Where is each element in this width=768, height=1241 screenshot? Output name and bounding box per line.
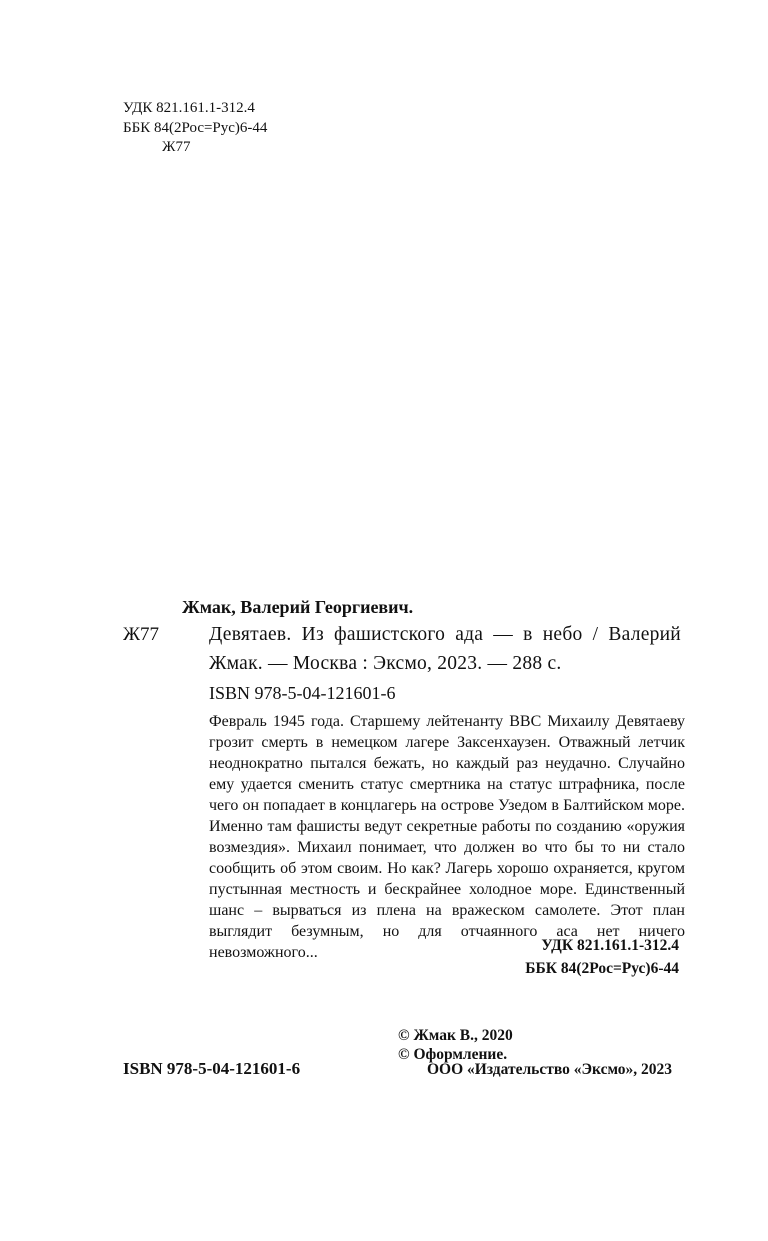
record-isbn: ISBN 978-5-04-121601-6	[209, 683, 396, 703]
record-udk: УДК 821.161.1-312.4	[541, 937, 679, 954]
footer-isbn: ISBN 978-5-04-121601-6	[123, 1059, 301, 1078]
header-author-code: Ж77	[162, 139, 191, 155]
record-bbk: ББК 84(2Рос=Рус)6-44	[525, 960, 679, 977]
annotation-text: Февраль 1945 года. Старшему лейтенанту ВВС Михаилу Девятаеву грозит смерть в немецком лагере Заксенхаузен. Отважный летчик неоднократно пытался бежать, но каждый раз неудачно. Случайно ему удается сменить статус смертника на статус штрафника, после чего он попадает в концлагерь на острове Узедом в Балтийском море. Именно там фашисты ведут секретные работы по созданию «оружия возмездия». Михаил понимает, что должен во что бы то ни стало сообщить об этом своим. Но как? Лагерь хорошо охраняется, кругом пустынная местность и бескрайнее холодное море. Единственный шанс – вырваться из плена на вражеском самолете. Этот план выглядит безумным, но для отчаянного аса нет ничего невозможного...	[209, 713, 685, 961]
record-title: Девятаев. Из фашистского ада — в небо / Валерий Жмак. — Москва : Эксмо, 2023. — 288 с.	[209, 624, 681, 674]
record-author: Жмак, Валерий Георгиевич.	[182, 597, 414, 617]
header-bbk: ББК 84(2Рос=Рус)6-44	[123, 120, 268, 136]
record-annotation	[209, 711, 685, 963]
copyright-author: © Жмак В., 2020	[398, 1027, 513, 1044]
copyright-design: © Оформление.	[398, 1046, 508, 1063]
copyright-publisher: ООО «Издательство «Эксмо», 2023	[427, 1061, 673, 1078]
record-author-code: Ж77	[123, 624, 160, 645]
header-udk: УДК 821.161.1-312.4	[123, 100, 255, 116]
